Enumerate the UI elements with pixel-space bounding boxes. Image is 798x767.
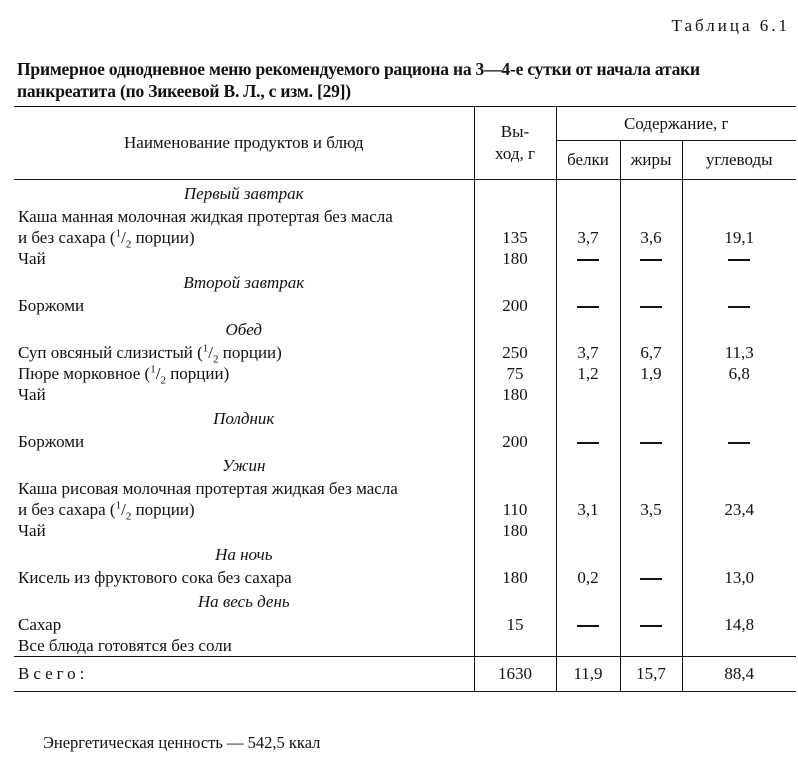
empty-cell — [474, 316, 556, 342]
fat-cell — [620, 520, 682, 541]
section-title: Полдник — [14, 405, 474, 431]
dish-name-portion: порции) — [131, 500, 195, 519]
fraction-numerator: 1 — [115, 227, 122, 240]
empty-cell — [474, 541, 556, 567]
section-row — [14, 269, 796, 295]
carbs-cell — [682, 295, 796, 316]
carbs-cell — [682, 431, 796, 452]
dish-name — [14, 478, 474, 523]
table-row — [14, 567, 796, 588]
table-row — [14, 363, 796, 384]
section-row — [14, 316, 796, 342]
total-label: Всего: — [14, 657, 474, 692]
dish-name: Сахар — [14, 614, 474, 635]
table-row — [14, 614, 796, 635]
fat-cell: 3,6 — [620, 206, 682, 248]
dish-name-portion: порции) — [131, 228, 195, 247]
dash-mark — [640, 259, 662, 261]
dash-mark — [577, 259, 599, 261]
protein-cell — [556, 295, 620, 316]
dash-mark — [577, 625, 599, 627]
carbs-cell: 6,8 — [728, 364, 750, 383]
dash-mark — [640, 625, 662, 627]
total-row — [14, 657, 796, 692]
output-cell: 200 — [474, 431, 556, 452]
table-body — [14, 180, 796, 657]
section-title: Ужин — [14, 452, 474, 478]
output-cell: 75 — [474, 363, 556, 384]
protein-cell: 3,7 — [556, 342, 620, 363]
dash-mark — [728, 442, 750, 444]
fat-cell — [620, 295, 682, 316]
dash-mark — [577, 442, 599, 444]
dish-name: Чай — [14, 520, 474, 541]
table-row — [14, 635, 796, 657]
header-protein: белки — [556, 141, 620, 180]
table-row — [14, 431, 796, 452]
empty-cell — [682, 541, 796, 567]
section-title: Второй завтрак — [14, 269, 474, 295]
fraction-numerator: 1 — [150, 363, 156, 376]
protein-cell — [556, 384, 620, 405]
protein-cell — [556, 520, 620, 541]
empty-cell — [556, 541, 620, 567]
fat-cell — [620, 614, 682, 635]
output-cell: 250 — [474, 342, 556, 363]
half-fraction: $^1/_2$ — [202, 342, 219, 366]
header-content: Содержание, г — [556, 107, 796, 141]
empty-cell — [620, 316, 682, 342]
protein-cell: 0,2 — [556, 567, 620, 588]
empty-cell — [682, 180, 796, 207]
fat-cell: 3,5 — [620, 478, 682, 520]
empty-cell — [474, 180, 556, 207]
fat-cell — [620, 635, 682, 657]
empty-cell — [556, 269, 620, 295]
table-row — [14, 478, 796, 520]
output-cell: 180 — [474, 248, 556, 269]
empty-cell — [682, 405, 796, 431]
header-output-line1: Вы- — [500, 122, 530, 141]
dash-mark — [640, 442, 662, 444]
dish-name — [14, 206, 474, 251]
empty-cell — [620, 405, 682, 431]
fraction-denominator: 2 — [213, 353, 219, 366]
dash-mark — [640, 306, 662, 308]
total-carbs: 88,4 — [682, 657, 796, 692]
empty-cell — [620, 452, 682, 478]
dish-name-portion: порции) — [218, 343, 282, 362]
empty-cell — [682, 269, 796, 295]
output-cell: 180 — [474, 567, 556, 588]
energy-value-note: Энергетическая ценность — 542,5 ккал — [43, 733, 321, 752]
carbs-cell: 13,0 — [724, 568, 755, 587]
output-cell: 15 — [474, 614, 556, 635]
carbs-cell — [682, 520, 796, 541]
dish-name — [14, 342, 474, 366]
output-cell: 200 — [474, 295, 556, 316]
fraction-numerator: 1 — [115, 499, 122, 512]
fat-cell: 1,9 — [620, 363, 682, 384]
dish-name: Чай — [14, 384, 474, 405]
output-cell: 135 — [474, 206, 556, 248]
table-row — [14, 295, 796, 316]
section-title: На весь день — [14, 588, 474, 614]
empty-cell — [682, 316, 796, 342]
empty-cell — [556, 316, 620, 342]
output-cell: 180 — [474, 384, 556, 405]
section-title: Обед — [14, 316, 474, 342]
table-number: Таблица 6.1 — [671, 16, 790, 35]
table-row — [14, 384, 796, 405]
total-protein: 11,9 — [556, 657, 620, 692]
empty-cell — [620, 180, 682, 207]
half-fraction: $^1/_2$ — [115, 499, 132, 523]
section-title: На ночь — [14, 541, 474, 567]
header-output-line2: ход, г — [495, 144, 535, 163]
carbs-cell: 23,4 — [724, 500, 755, 519]
half-fraction: $^1/_2$ — [150, 363, 166, 387]
dash-mark — [728, 259, 750, 261]
dish-name-line1: Каша рисовая молочная протертая жидкая без масла — [18, 479, 398, 498]
protein-cell — [556, 431, 620, 452]
section-row — [14, 541, 796, 567]
dish-name-line1: Каша манная молочная жидкая протертая без масла — [18, 207, 393, 226]
carbs-cell: 11,3 — [724, 343, 754, 362]
fat-cell — [620, 431, 682, 452]
empty-cell — [682, 452, 796, 478]
dash-mark — [640, 578, 662, 580]
output-cell: 180 — [474, 520, 556, 541]
protein-cell: 3,7 — [556, 206, 620, 248]
dish-name-text: Суп овсяный слизистый ( — [18, 343, 203, 362]
table-row — [14, 248, 796, 269]
menu-table — [14, 106, 796, 692]
empty-cell — [556, 180, 620, 207]
dish-name: Кисель из фруктового сока без сахара — [14, 567, 474, 588]
header-name: Наименование продуктов и блюд — [14, 107, 474, 180]
fraction-denominator: 2 — [125, 238, 132, 251]
fraction-numerator: 1 — [202, 342, 209, 355]
protein-cell — [556, 635, 620, 657]
carbs-cell — [682, 384, 796, 405]
dish-name-line2: и без сахара ( — [18, 228, 116, 247]
total-output: 1630 — [474, 657, 556, 692]
fat-cell — [620, 384, 682, 405]
carbs-cell: 19,1 — [724, 228, 755, 247]
fat-cell: 6,7 — [620, 342, 682, 363]
section-row — [14, 405, 796, 431]
empty-cell — [556, 588, 620, 614]
carbs-cell: 14,8 — [724, 615, 755, 634]
dish-name-line2: и без сахара ( — [18, 500, 116, 519]
empty-cell — [620, 541, 682, 567]
total-fat: 15,7 — [620, 657, 682, 692]
table-caption: Примерное однодневное меню рекомендуемого рациона на 3—4-е сутки от начала атаки панкреатита (по Зикеевой В. Л., с изм. [29]) — [17, 59, 700, 101]
empty-cell — [474, 269, 556, 295]
fraction-denominator: 2 — [160, 374, 166, 387]
dish-name: Чай — [14, 248, 474, 269]
dish-name: Все блюда готовятся без соли — [14, 635, 474, 657]
dish-name: Боржоми — [14, 431, 474, 452]
table-row — [14, 206, 796, 248]
empty-cell — [620, 269, 682, 295]
section-row — [14, 180, 796, 207]
dish-name: Боржоми — [14, 295, 474, 316]
empty-cell — [474, 405, 556, 431]
protein-cell: 3,1 — [556, 478, 620, 520]
dish-name-text: Пюре морковное ( — [18, 364, 151, 383]
dish-name — [14, 363, 474, 387]
protein-cell — [556, 614, 620, 635]
dash-mark — [577, 306, 599, 308]
protein-cell: 1,2 — [556, 363, 620, 384]
fat-cell — [620, 567, 682, 588]
dish-name-portion: порции) — [165, 364, 230, 383]
output-cell — [474, 635, 556, 657]
empty-cell — [556, 405, 620, 431]
section-row — [14, 588, 796, 614]
empty-cell — [556, 452, 620, 478]
empty-cell — [474, 588, 556, 614]
carbs-cell — [682, 635, 796, 657]
empty-cell — [620, 588, 682, 614]
dash-mark — [728, 306, 750, 308]
header-carbs: углеводы — [682, 141, 796, 180]
section-row — [14, 452, 796, 478]
fat-cell — [620, 248, 682, 269]
carbs-cell — [682, 248, 796, 269]
fraction-denominator: 2 — [125, 510, 132, 523]
header-fat: жиры — [620, 141, 682, 180]
section-title: Первый завтрак — [14, 180, 474, 207]
output-cell: 110 — [474, 478, 556, 520]
empty-cell — [474, 452, 556, 478]
table-row — [14, 520, 796, 541]
protein-cell — [556, 248, 620, 269]
table-row — [14, 342, 796, 363]
empty-cell — [682, 588, 796, 614]
header-output — [474, 107, 556, 180]
half-fraction: $^1/_2$ — [115, 227, 132, 251]
